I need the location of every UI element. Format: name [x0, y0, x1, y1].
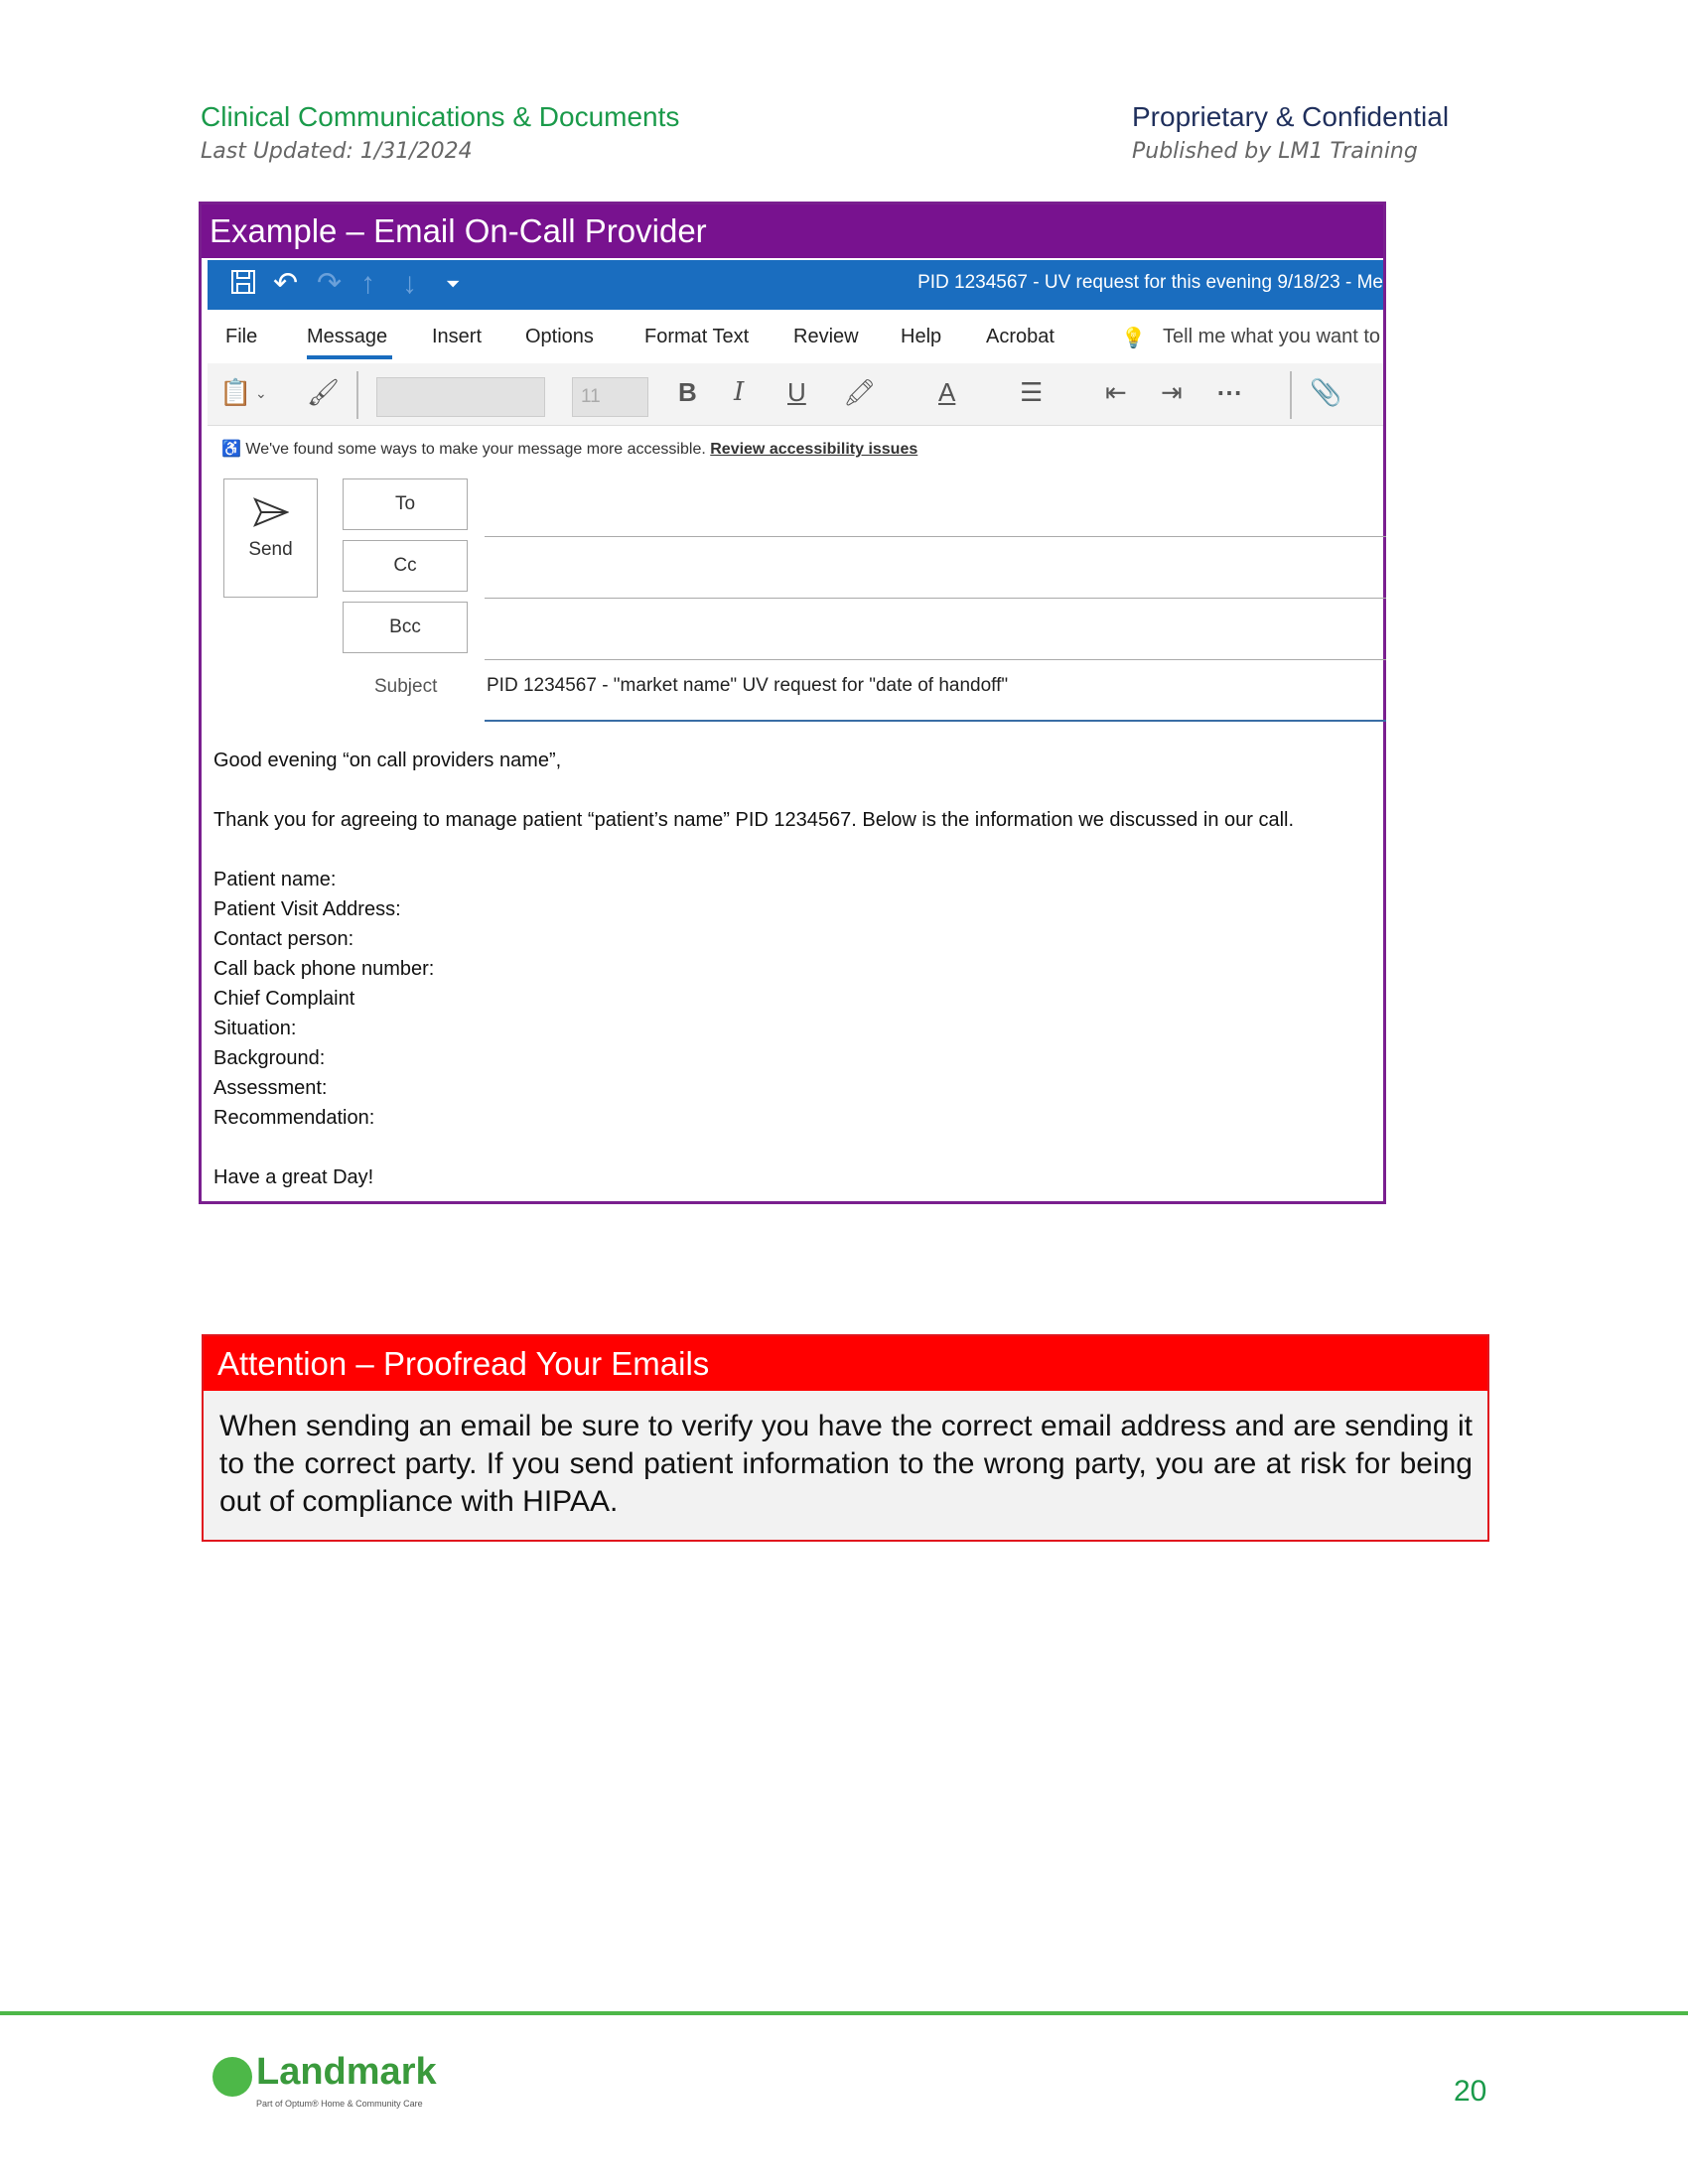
- window-title: PID 1234567 - UV request for this evening 9/18/23 - Me: [917, 272, 1383, 293]
- save-icon[interactable]: [229, 268, 257, 303]
- review-accessibility-link[interactable]: Review accessibility issues: [710, 441, 918, 458]
- bcc-button[interactable]: Bcc: [343, 602, 468, 653]
- bcc-field[interactable]: [485, 659, 1386, 660]
- email-closing: Have a great Day!: [213, 1166, 374, 1188]
- field-chief-complaint: Chief Complaint: [213, 988, 355, 1010]
- cc-button[interactable]: Cc: [343, 540, 468, 592]
- field-background: Background:: [213, 1047, 326, 1069]
- accessibility-icon: ♿: [221, 441, 241, 458]
- customize-toolbar-icon[interactable]: ⏷: [446, 274, 461, 294]
- tab-insert[interactable]: Insert: [432, 326, 483, 347]
- undo-icon[interactable]: ↶: [273, 267, 299, 300]
- font-color-icon[interactable]: A: [938, 377, 956, 407]
- footer-divider: [0, 2011, 1688, 2015]
- highlight-icon[interactable]: 🖍: [843, 377, 877, 407]
- email-greeting: Good evening “on call providers name”,: [213, 750, 562, 771]
- format-painter-icon[interactable]: 🖌: [307, 377, 341, 407]
- subject-underline: [485, 720, 1386, 722]
- more-options-icon[interactable]: ⋯: [1216, 377, 1242, 407]
- tab-format-text[interactable]: Format Text: [644, 326, 750, 347]
- increase-indent-icon[interactable]: ⇥: [1161, 377, 1183, 407]
- send-icon: [224, 497, 317, 533]
- field-visit-address: Patient Visit Address:: [213, 898, 401, 920]
- tab-review[interactable]: Review: [793, 326, 859, 347]
- paste-dropdown-icon[interactable]: ⌄: [255, 385, 267, 401]
- landmark-logo: Landmark: [256, 2051, 437, 2093]
- example-box: [199, 202, 1386, 1204]
- bullets-icon[interactable]: ☰: [1020, 377, 1044, 407]
- to-button[interactable]: To: [343, 478, 468, 530]
- up-arrow-icon[interactable]: ↑: [360, 267, 375, 300]
- field-recommendation: Recommendation:: [213, 1107, 375, 1129]
- font-family-select[interactable]: [376, 377, 545, 417]
- published-by: Published by LM1 Training: [1132, 139, 1418, 164]
- paste-icon[interactable]: 📋: [219, 377, 252, 407]
- subject-label: Subject: [374, 676, 438, 697]
- tab-message[interactable]: Message: [307, 326, 388, 347]
- email-intro: Thank you for agreeing to manage patient “patient’s name” PID 1234567. Below is the information we discussed in our call.: [213, 809, 1295, 831]
- redo-icon[interactable]: ↷: [317, 267, 343, 300]
- subject-input[interactable]: PID 1234567 - "market name" UV request for "date of handoff": [487, 675, 1009, 696]
- attention-box: [202, 1334, 1489, 1542]
- to-field[interactable]: [485, 536, 1386, 537]
- field-patient-name: Patient name:: [213, 869, 337, 890]
- accessibility-notice: [221, 439, 917, 459]
- attention-title: Attention – Proofread Your Emails: [204, 1336, 1487, 1391]
- ribbon-tabs: [208, 314, 1383, 361]
- accessibility-text: We've found some ways to make your message more accessible.: [245, 441, 706, 458]
- landmark-logo-icon: [212, 2057, 252, 2097]
- confidential-label: Proprietary & Confidential: [1132, 101, 1450, 132]
- landmark-logo-tagline: Part of Optum® Home & Community Care: [256, 2099, 423, 2109]
- italic-icon[interactable]: I: [734, 377, 745, 407]
- tab-acrobat[interactable]: Acrobat: [986, 326, 1055, 347]
- field-contact-person: Contact person:: [213, 928, 354, 950]
- attach-file-icon[interactable]: 📎: [1310, 377, 1342, 407]
- field-assessment: Assessment:: [213, 1077, 328, 1099]
- ribbon-toolbar: [208, 363, 1383, 426]
- font-size-select[interactable]: 11: [572, 377, 648, 417]
- tab-help[interactable]: Help: [901, 326, 942, 347]
- tab-file[interactable]: File: [225, 326, 258, 347]
- underline-icon[interactable]: U: [787, 377, 806, 407]
- tab-options[interactable]: Options: [525, 326, 594, 347]
- field-situation: Situation:: [213, 1018, 297, 1039]
- example-title: Example – Email On-Call Provider: [202, 205, 1383, 258]
- decrease-indent-icon[interactable]: ⇤: [1105, 377, 1127, 407]
- doc-section-title: Clinical Communications & Documents: [201, 101, 680, 132]
- send-label: Send: [248, 539, 293, 560]
- bold-icon[interactable]: B: [678, 377, 697, 407]
- cc-field[interactable]: [485, 598, 1386, 599]
- last-updated: Last Updated: 1/31/2024: [201, 139, 473, 164]
- page-number: 20: [1454, 2075, 1487, 2108]
- outlook-title-bar: [208, 260, 1383, 310]
- toolbar-separator: [1290, 371, 1292, 419]
- send-button[interactable]: [223, 478, 318, 598]
- attention-text: When sending an email be sure to verify you have the correct email address and are sending it to the correct party. If you send patient information to the wrong party, you are at risk for being out of compliance with HIPAA.: [219, 1410, 1473, 1518]
- down-arrow-icon[interactable]: ↓: [402, 267, 417, 300]
- active-tab-indicator: [307, 355, 392, 359]
- field-callback-phone: Call back phone number:: [213, 958, 435, 980]
- toolbar-separator: [356, 371, 358, 419]
- lightbulb-icon: 💡: [1121, 328, 1146, 349]
- tell-me-search[interactable]: Tell me what you want to: [1163, 326, 1380, 347]
